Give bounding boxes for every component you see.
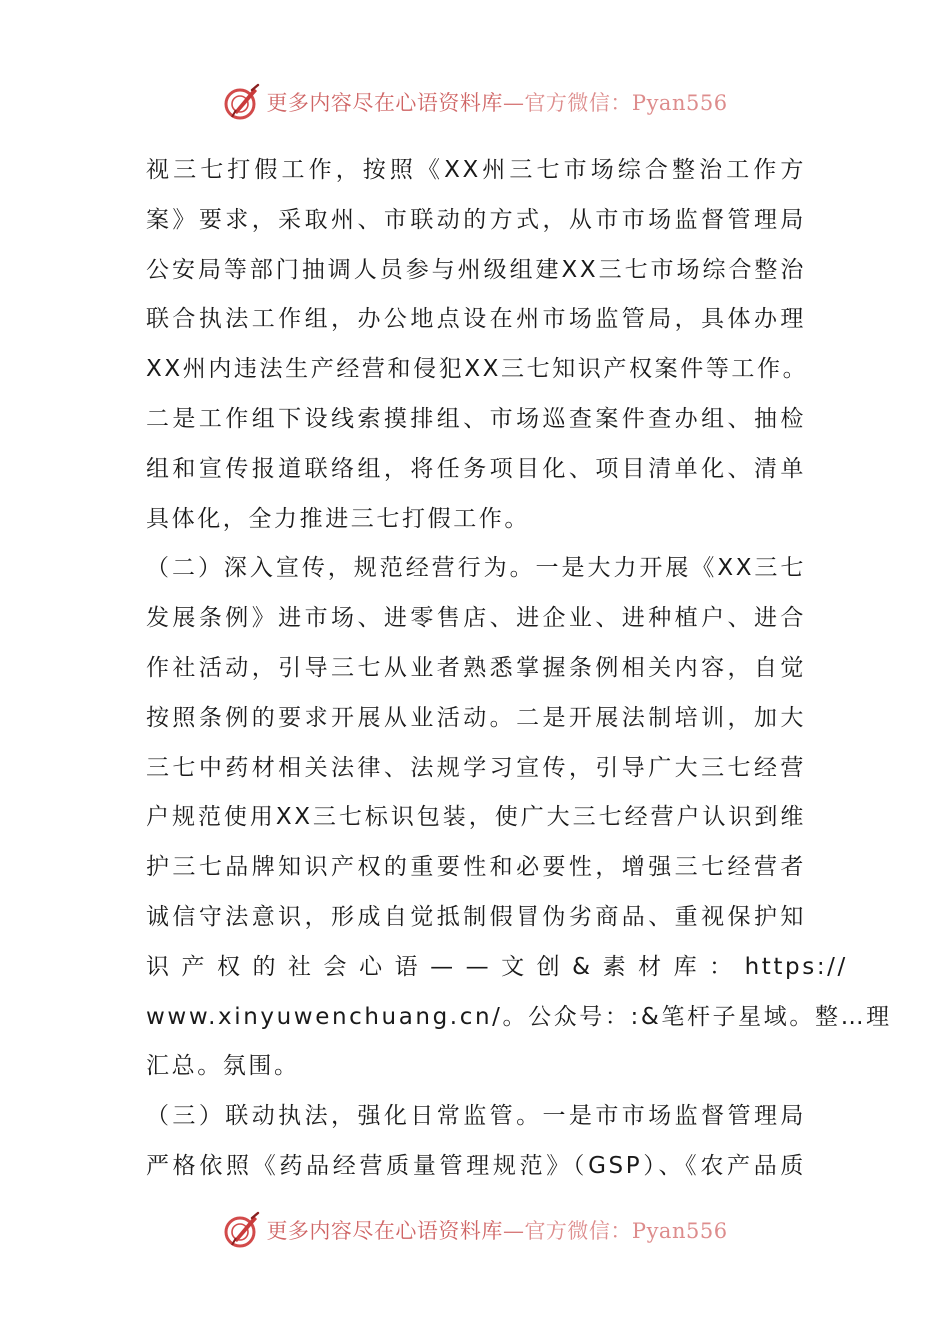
quill-seal-logo-icon xyxy=(222,82,262,122)
footer-contact-text: 官方微信：Pyan556 xyxy=(524,1219,728,1243)
body-text-line: XX州内违法生产经营和侵犯XX三七知识产权案件等工作。 xyxy=(146,356,809,383)
quill-seal-logo-icon xyxy=(222,1210,262,1250)
header-separator: — xyxy=(502,91,525,115)
body-text-line: 案》要求，采取州、市联动的方式，从市市场监督管理局 xyxy=(146,206,806,233)
body-text-line: 按照条例的要求开展从业活动。二是开展法制培训，加大 xyxy=(146,704,806,731)
body-text-line: www.xinyuwenchuang.cn/。公众号：:&笔杆子星域。整…理 xyxy=(146,1003,892,1030)
body-text-line: 具体化，全力推进三七打假工作。 xyxy=(146,505,530,532)
body-text-line: 公安局等部门抽调人员参与州级组建XX三七市场综合整治 xyxy=(146,256,806,283)
body-text-line: 三七中药材相关法律、法规学习宣传，引导广大三七经营 xyxy=(146,754,806,781)
body-text-line: （二）深入宣传，规范经营行为。一是大力开展《XX三七 xyxy=(146,555,806,582)
document-body xyxy=(146,146,892,1192)
footer-watermark-group xyxy=(222,1210,727,1250)
header-watermark-text xyxy=(266,87,727,117)
header-contact-text: 官方微信：Pyan556 xyxy=(524,91,728,115)
body-text-line: 联合执法工作组，办公地点设在州市场监管局，具体办理 xyxy=(146,306,806,333)
body-text-line: 严格依照《药品经营质量管理规范》（GSP）、《农产品质 xyxy=(146,1152,806,1179)
footer-watermark-text xyxy=(266,1215,727,1245)
body-text-line: 发展条例》进市场、进零售店、进企业、进种植户、进合 xyxy=(146,605,806,632)
body-text-line: 二是工作组下设线索摸排组、市场巡查案件查办组、抽检 xyxy=(146,405,806,432)
footer-separator: — xyxy=(502,1219,525,1243)
body-text-line: 组和宣传报道联络组，将任务项目化、项目清单化、清单 xyxy=(146,455,806,482)
body-text-line: 作社活动，引导三七从业者熟悉掌握条例相关内容，自觉 xyxy=(146,654,806,681)
body-text-line: 护三七品牌知识产权的重要性和必要性，增强三七经营者 xyxy=(146,854,806,881)
header-watermark-banner xyxy=(0,80,950,124)
header-brand-text: 更多内容尽在心语资料库 xyxy=(266,91,503,115)
body-text-line: 户规范使用XX三七标识包装，使广大三七经营户认识到维 xyxy=(146,804,806,831)
body-text-line: 视三七打假工作，按照《XX州三七市场综合整治工作方 xyxy=(146,157,806,183)
body-text-line: （三）联动执法，强化日常监管。一是市市场监督管理局 xyxy=(146,1103,806,1130)
body-text-line: 诚信守法意识，形成自觉抵制假冒伪劣商品、重视保护知 xyxy=(146,903,806,930)
body-text-line: 识 产 权 的 社 会 心 语 — — 文 创 & 素 材 库 ： https:// xyxy=(146,953,848,980)
footer-brand-text: 更多内容尽在心语资料库 xyxy=(266,1219,503,1243)
header-watermark-group xyxy=(222,82,727,122)
body-text-line: 汇总。氛围。 xyxy=(146,1053,300,1080)
footer-watermark-banner xyxy=(0,1208,950,1252)
